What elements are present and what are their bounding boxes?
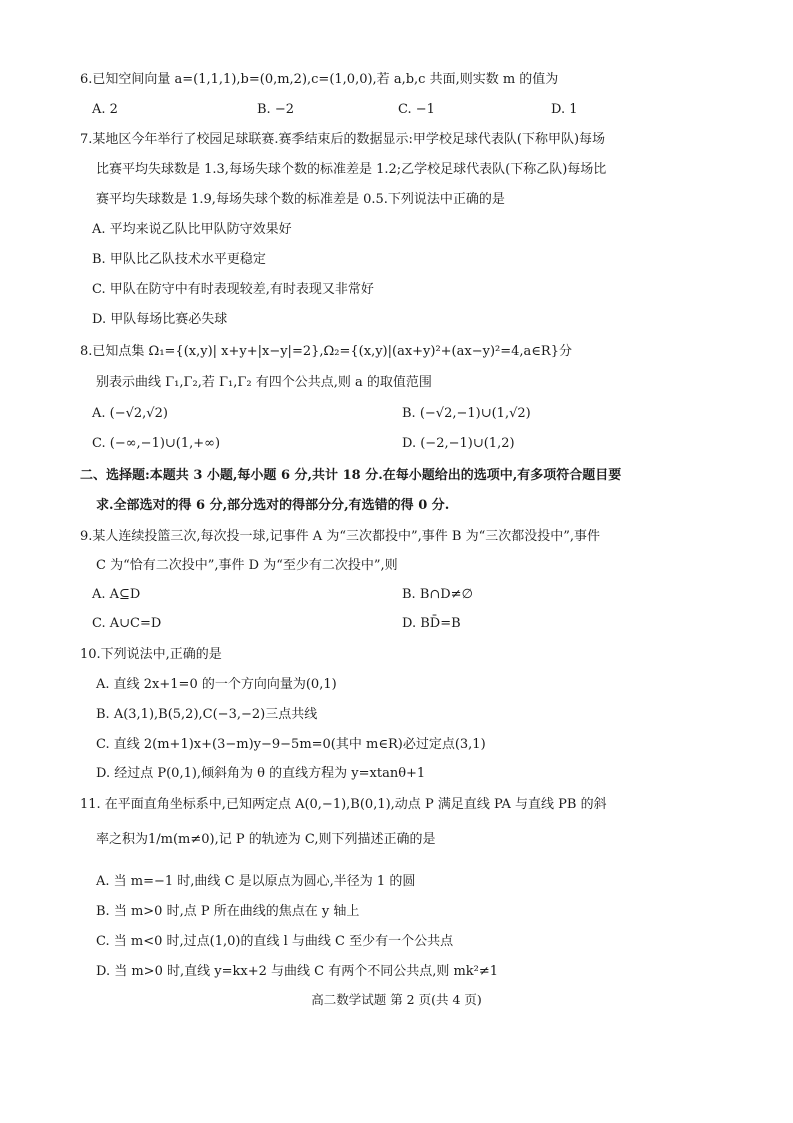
q10-option-b: B. A(3,1),B(5,2),C(−3,−2)三点共线: [96, 707, 318, 722]
q10-option-d: D. 经过点 P(0,1),倾斜角为 θ 的直线方程为 y=xtanθ+1: [96, 766, 426, 781]
q9-option-c: C. A∪C=D: [92, 616, 162, 631]
section-2-heading-line-2: 求.全部选对的得 6 分,部分选对的得部分分,有选错的得 0 分.: [96, 498, 450, 513]
q11-option-d: D. 当 m>0 时,直线 y=kx+2 与曲线 C 有两个不同公共点,则 mk²≠1: [96, 964, 499, 979]
q9-stem-line-2: C 为“恰有二次投中”,事件 D 为“至少有二次投中”,则: [96, 558, 398, 573]
q11-option-c: C. 当 m<0 时,过点(1,0)的直线 l 与曲线 C 至少有一个公共点: [96, 934, 454, 949]
q10-stem: 10.下列说法中,正确的是: [80, 647, 222, 662]
q7-option-b: B. 甲队比乙队技术水平更稳定: [92, 252, 266, 267]
q8-stem-line-1: 8.已知点集 Ω₁={(x,y)| x+y+|x−y|=2},Ω₂={(x,y)|(ax+y)²+(ax−y)²=4,a∈R}分: [80, 344, 572, 359]
q7-option-a: A. 平均来说乙队比甲队防守效果好: [92, 222, 292, 237]
q6-option-a: A. 2: [92, 102, 118, 117]
q7-stem-line-2: 比赛平均失球数是 1.3,每场失球个数的标准差是 1.2;乙学校足球代表队(下称乙队)每场比: [96, 162, 607, 177]
q8-option-d: D. (−2,−1)∪(1,2): [402, 436, 515, 451]
section-2-heading-line-1: 二、选择题:本题共 3 小题,每小题 6 分,共计 18 分.在每小题给出的选项中,有多项符合题目要: [80, 468, 622, 483]
q8-stem-line-2: 别表示曲线 Γ₁,Γ₂,若 Γ₁,Γ₂ 有四个公共点,则 a 的取值范围: [96, 375, 432, 390]
q11-option-a: A. 当 m=−1 时,曲线 C 是以原点为圆心,半径为 1 的圆: [96, 874, 416, 889]
q6-option-c: C. −1: [398, 102, 435, 117]
q7-option-d: D. 甲队每场比赛必失球: [92, 312, 228, 327]
q6-option-b: B. −2: [257, 102, 294, 117]
q7-stem-line-3: 赛平均失球数是 1.9,每场失球个数的标准差是 0.5.下列说法中正确的是: [96, 192, 505, 207]
page-footer: 高二数学试题 第 2 页(共 4 页): [311, 992, 482, 1007]
q9-option-b: B. B∩D≠∅: [402, 587, 473, 602]
q10-option-a: A. 直线 2x+1=0 的一个方向向量为(0,1): [96, 677, 337, 692]
q11-stem-line-2: 率之积为1/m(m≠0),记 P 的轨迹为 C,则下列描述正确的是: [96, 832, 436, 847]
q11-option-b: B. 当 m>0 时,点 P 所在曲线的焦点在 y 轴上: [96, 904, 360, 919]
q6-stem: 6.已知空间向量 a=(1,1,1),b=(0,m,2),c=(1,0,0),若 a,b,c 共面,则实数 m 的值为: [80, 72, 559, 87]
q8-option-b: B. (−√2,−1)∪(1,√2): [402, 406, 531, 421]
q7-stem-line-1: 7.某地区今年举行了校园足球联赛.赛季结束后的数据显示:甲学校足球代表队(下称甲队)每场: [80, 132, 606, 147]
q10-option-c: C. 直线 2(m+1)x+(3−m)y−9−5m=0(其中 m∈R)必过定点(3,1): [96, 737, 486, 752]
q11-stem-line-1: 11. 在平面直角坐标系中,已知两定点 A(0,−1),B(0,1),动点 P 满足直线 PA 与直线 PB 的斜: [80, 797, 607, 812]
q9-stem-line-1: 9.某人连续投篮三次,每次投一球,记事件 A 为“三次都投中”,事件 B 为“三次都没投中”,事件: [80, 529, 600, 544]
q9-option-d: D. BD̄=B: [402, 616, 461, 631]
q8-option-c: C. (−∞,−1)∪(1,+∞): [92, 436, 221, 451]
q7-option-c: C. 甲队在防守中有时表现较差,有时表现又非常好: [92, 282, 374, 297]
q8-option-a: A. (−√2,√2): [92, 406, 168, 421]
q9-option-a: A. A⊆D: [92, 587, 141, 602]
q6-option-d: D. 1: [551, 102, 578, 117]
